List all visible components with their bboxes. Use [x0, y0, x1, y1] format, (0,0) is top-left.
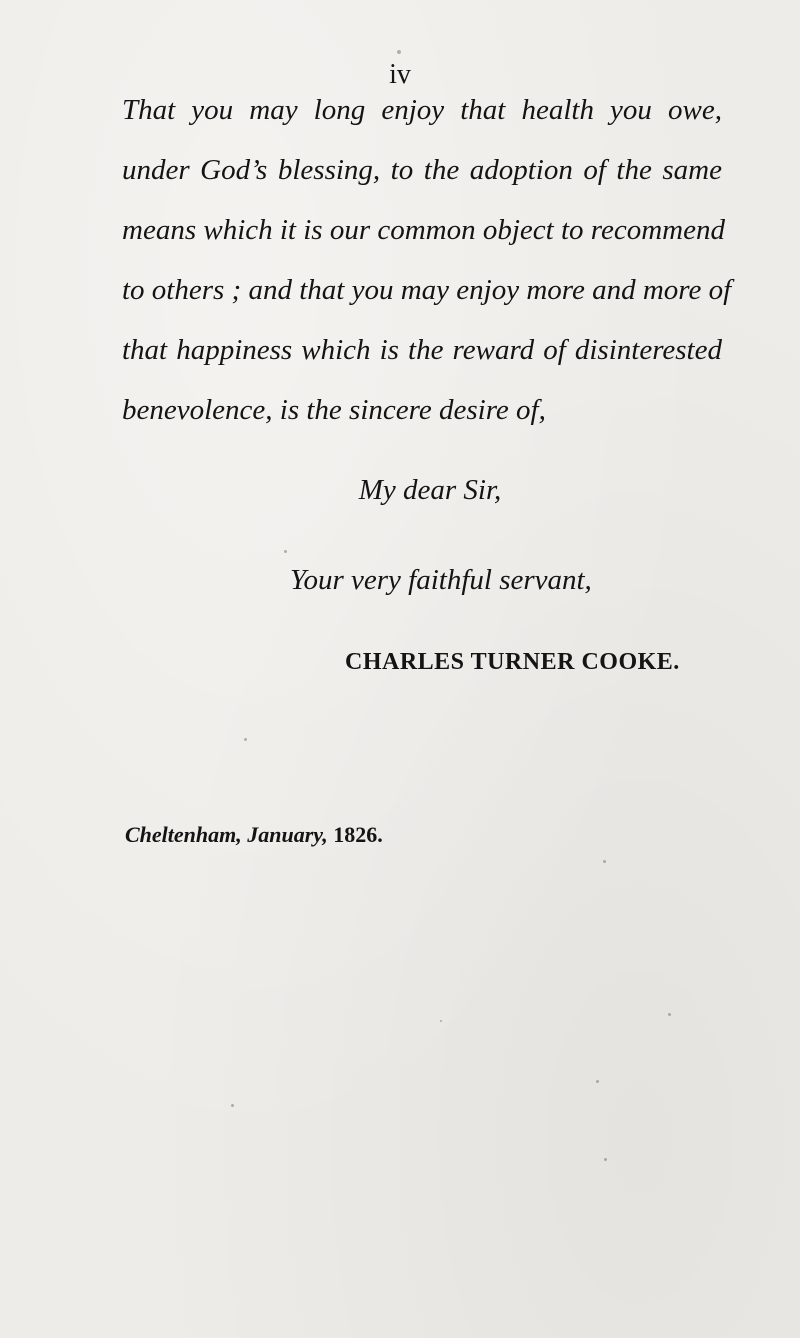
signature-name: CHARLES TURNER COOKE.	[345, 649, 680, 675]
paragraph-line: under God’s blessing, to the adoption of the same	[122, 154, 722, 186]
paragraph-line: to others ; and that you may enjoy more and more of	[122, 274, 732, 306]
paper-speck	[231, 1104, 234, 1107]
closing-line: Your very faithful servant,	[290, 564, 592, 596]
year: 1826.	[333, 822, 383, 847]
paper-speck	[244, 738, 247, 741]
salutation: My dear Sir,	[358, 474, 502, 506]
paper-speck	[596, 1080, 599, 1083]
paper-speck	[668, 1013, 671, 1016]
month: January,	[247, 822, 328, 847]
paragraph-line: that happiness which is the reward of disinterested	[122, 334, 722, 366]
paragraph-line-last: benevolence, is the sincere desire of,	[122, 394, 546, 426]
dedication-paragraph	[122, 80, 732, 440]
page-number: iv	[389, 59, 411, 90]
paper-speck	[284, 550, 287, 553]
paper-speck	[604, 1158, 607, 1161]
place: Cheltenham,	[125, 822, 242, 847]
paper-speck	[603, 860, 606, 863]
paragraph-line: means which it is our common object to recommend	[122, 214, 725, 246]
paper-speck	[397, 50, 401, 54]
paper-speck	[440, 1020, 442, 1022]
place-and-date	[125, 820, 383, 850]
paragraph-line: That you may long enjoy that health you owe,	[122, 94, 722, 126]
